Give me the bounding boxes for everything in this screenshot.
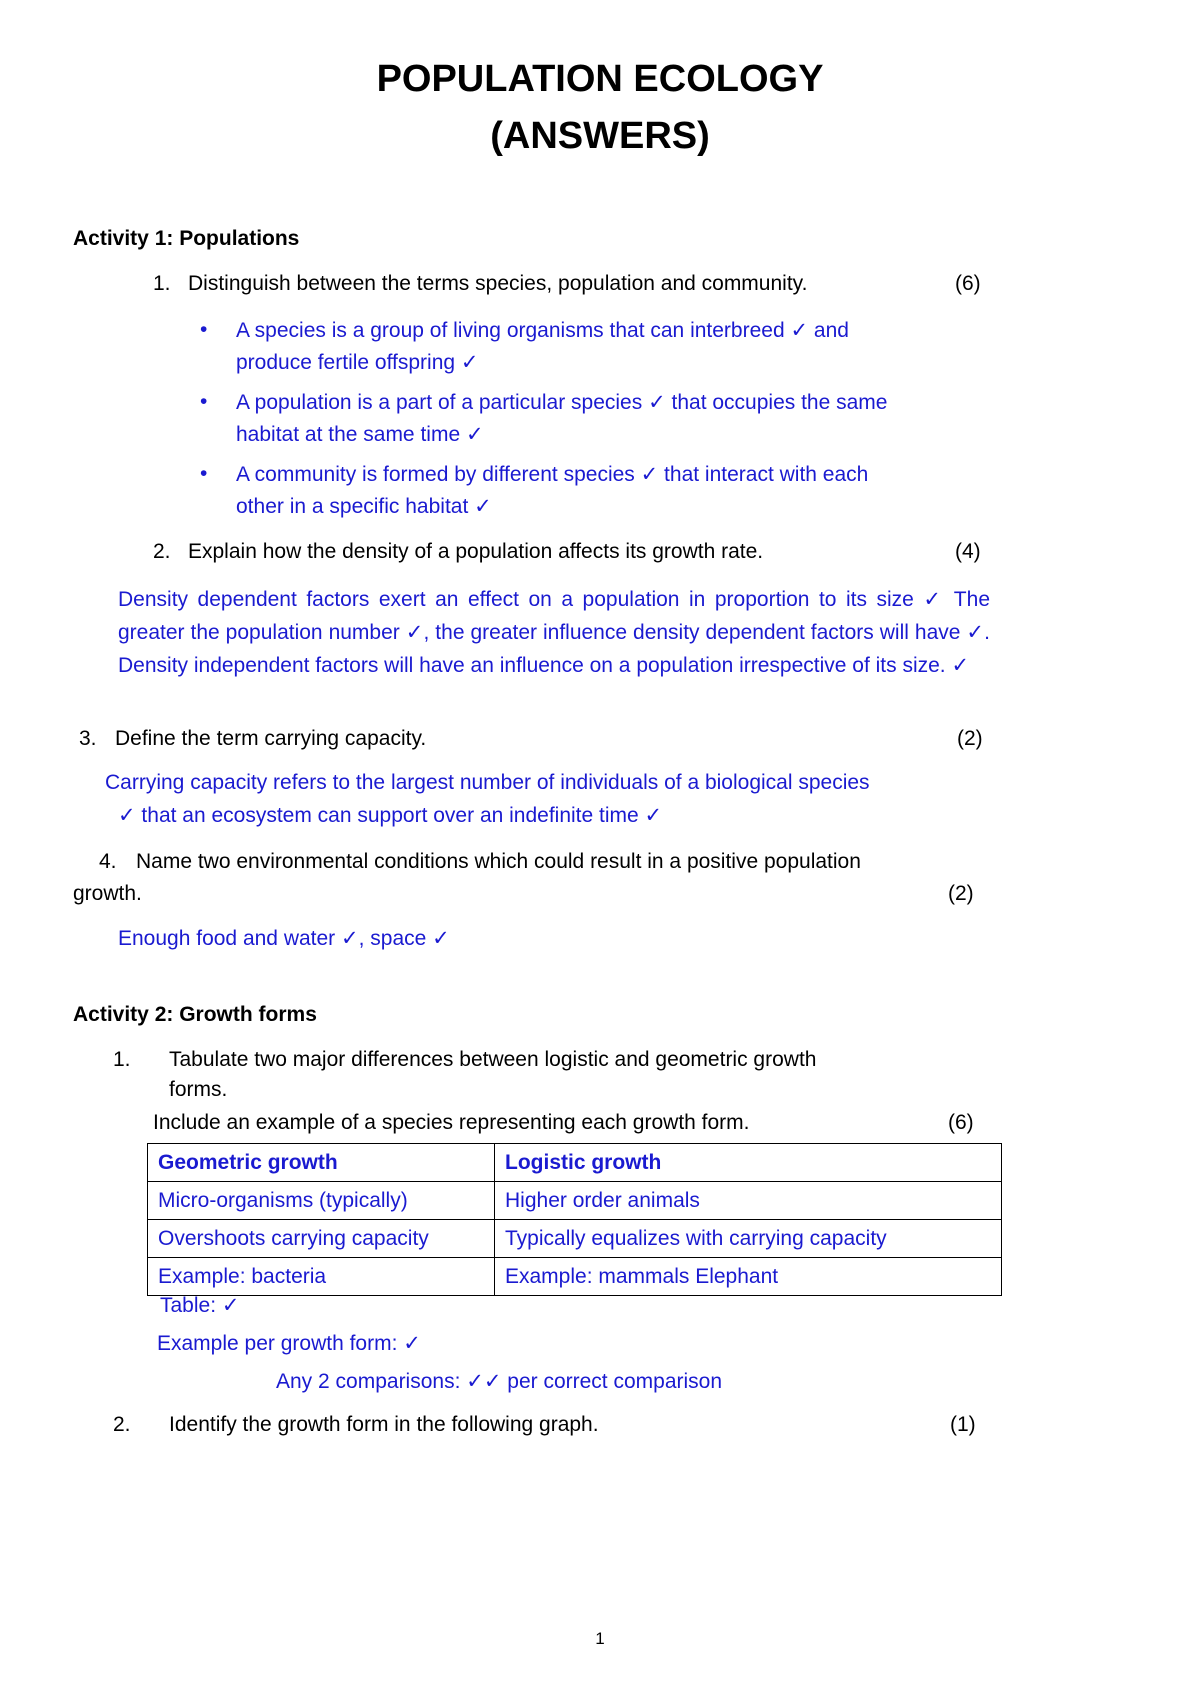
table-row	[148, 1182, 1002, 1220]
a2-q1-text-line3: Include an example of a species representing each growth form.	[153, 1111, 750, 1134]
page-subtitle: (ANSWERS)	[490, 115, 710, 157]
table-cell: Overshoots carrying capacity	[148, 1220, 495, 1258]
table-header-cell: Geometric growth	[148, 1144, 495, 1182]
a2-q1-text-line2: forms.	[169, 1078, 228, 1101]
a2-q2-marks: (1)	[950, 1413, 976, 1436]
table-cell: Example: bacteria	[148, 1258, 495, 1296]
a2-q2-text: Identify the growth form in the following graph.	[169, 1413, 599, 1436]
q1-number: 1.	[153, 272, 171, 295]
q1-answer-population-line2: habitat at the same time ✓	[236, 423, 484, 446]
q1-text: Distinguish between the terms species, population and community.	[188, 272, 808, 295]
q1-answer-species-line2: produce fertile offspring ✓	[236, 351, 479, 374]
activity2-heading: Activity 2: Growth forms	[73, 1003, 317, 1026]
q4-text-line1: Name two environmental conditions which could result in a positive population	[136, 850, 861, 873]
table-header-row	[148, 1144, 1002, 1182]
marking-comparisons: Any 2 comparisons: ✓✓ per correct comparison	[276, 1370, 723, 1393]
q4-answer: Enough food and water ✓, space ✓	[118, 927, 450, 950]
marking-example: Example per growth form: ✓	[157, 1332, 421, 1355]
q2-answer: Density dependent factors exert an effect on a population in proportion to its size ✓ The greater the population number ✓, the greater influence density dependent factors will have ✓. Density independent factors will have an influence on a population irrespective of its size. ✓	[118, 588, 990, 677]
activity1-heading: Activity 1: Populations	[73, 227, 300, 250]
table-row	[148, 1258, 1002, 1296]
table-cell: Example: mammals Elephant	[495, 1258, 1002, 1296]
q2-number: 2.	[153, 540, 171, 563]
table-header-cell: Logistic growth	[495, 1144, 1002, 1182]
q2-marks: (4)	[955, 540, 981, 563]
q3-number: 3.	[79, 727, 97, 750]
bullet-icon: •	[200, 462, 208, 485]
q3-answer-line1: Carrying capacity refers to the largest number of individuals of a biological species	[105, 771, 870, 794]
table-cell: Typically equalizes with carrying capacity	[495, 1220, 1002, 1258]
q1-answer-community-line1: A community is formed by different species ✓ that interact with each	[236, 463, 869, 486]
bullet-icon: •	[200, 318, 208, 341]
q3-marks: (2)	[957, 727, 983, 750]
q4-marks: (2)	[948, 882, 974, 905]
q4-number: 4.	[99, 850, 117, 873]
page-title: POPULATION ECOLOGY	[376, 58, 824, 100]
a2-q2-number: 2.	[113, 1413, 131, 1436]
page-number: 1	[595, 1629, 605, 1648]
a2-q1-text-line1: Tabulate two major differences between logistic and geometric growth	[169, 1048, 817, 1071]
q1-answer-community-line2: other in a specific habitat ✓	[236, 495, 492, 518]
q2-text: Explain how the density of a population affects its growth rate.	[188, 540, 764, 563]
table-cell: Higher order animals	[495, 1182, 1002, 1220]
a2-q1-number: 1.	[113, 1048, 131, 1071]
table-row	[148, 1220, 1002, 1258]
marking-table: Table: ✓	[160, 1294, 240, 1317]
q3-text: Define the term carrying capacity.	[115, 727, 427, 750]
q3-answer-line2: ✓ that an ecosystem can support over an indefinite time ✓	[118, 804, 663, 827]
bullet-icon: •	[200, 390, 208, 413]
q1-answer-species-line1: A species is a group of living organisms that can interbreed ✓ and	[236, 319, 849, 342]
q1-marks: (6)	[955, 272, 981, 295]
a2-q1-marks: (6)	[948, 1111, 974, 1134]
table-cell: Micro-organisms (typically)	[148, 1182, 495, 1220]
q4-text-line2: growth.	[73, 882, 142, 905]
q1-answer-population-line1: A population is a part of a particular species ✓ that occupies the same	[236, 391, 888, 414]
growth-forms-table	[147, 1143, 1002, 1296]
